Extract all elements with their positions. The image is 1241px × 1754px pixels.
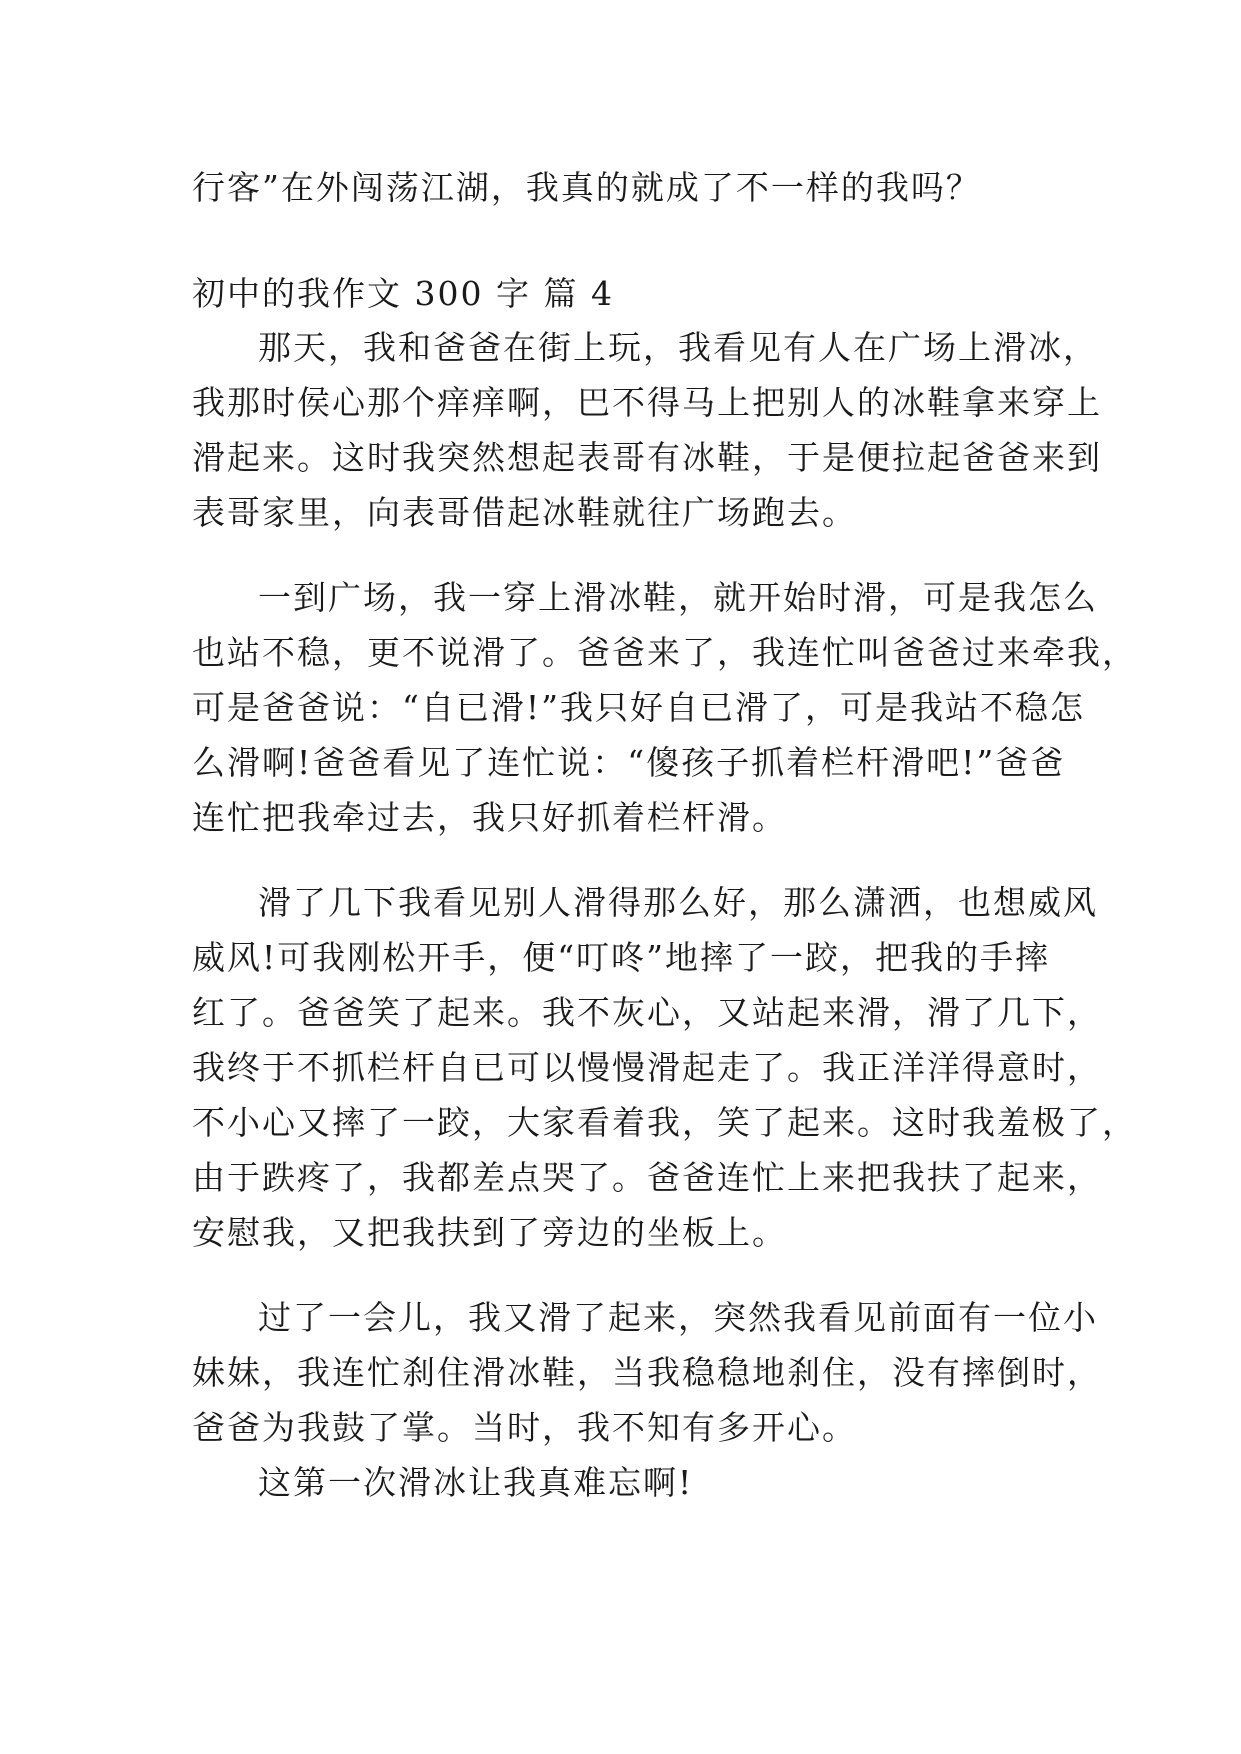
paragraph-line: 我那时侯心那个痒痒啊，巴不得马上把别人的冰鞋拿来穿上 [192,383,1102,422]
paragraph-line: 威风!可我刚松开手，便“叮咚”地摔了一跤，把我的手摔 [192,938,1051,977]
paragraph-line: 表哥家里，向表哥借起冰鞋就往广场跑去。 [192,493,857,532]
paragraph-5 [192,1455,1072,1510]
paragraph-line: 我终于不抓栏杆自已可以慢慢滑起走了。我正洋洋得意时， [192,1048,1102,1087]
paragraph-3 [192,875,1137,1260]
paragraph-line: 过了一会儿，我又滑了起来，突然我看见前面有一位小 [258,1298,1098,1337]
paragraph-line: 可是爸爸说：“自已滑!”我只好自已滑了，可是我站不稳怎 [192,688,1086,727]
paragraph-line: 这第一次滑冰让我真难忘啊! [258,1463,694,1502]
essay-heading [192,266,1072,321]
paragraph-line: 一到广场，我一穿上滑冰鞋，就开始时滑，可是我怎么 [258,578,1098,617]
heading-text: 初中的我作文 300 字 篇 4 [192,274,614,313]
paragraph-line: 爸爸为我鼓了掌。当时，我不知有多开心。 [192,1408,857,1447]
paragraph-line: 也站不稳，更不说滑了。爸爸来了，我连忙叫爸爸过来牵我， [192,633,1137,672]
paragraph-line: 连忙把我牵过去，我只好抓着栏杆滑。 [192,798,787,837]
paragraph-2 [192,570,1137,845]
paragraph-line: 由于跌疼了，我都差点哭了。爸爸连忙上来把我扶了起来， [192,1158,1102,1197]
paragraph-4 [192,1290,1102,1455]
continuation-paragraph [192,160,1072,215]
paragraph-line: 滑了几下我看见别人滑得那么好，那么潇洒，也想威风 [258,883,1098,922]
paragraph-1 [192,320,1102,540]
paragraph-line: 滑起来。这时我突然想起表哥有冰鞋，于是便拉起爸爸来到 [192,438,1102,477]
paragraph-line: 那天，我和爸爸在街上玩，我看见有人在广场上滑冰， [258,328,1098,367]
paragraph-line: 行客”在外闯荡江湖，我真的就成了不一样的我吗？ [192,168,981,207]
paragraph-line: 不小心又摔了一跤，大家看着我，笑了起来。这时我羞极了， [192,1103,1137,1142]
paragraph-line: 红了。爸爸笑了起来。我不灰心，又站起来滑，滑了几下， [192,993,1102,1032]
paragraph-line: 安慰我，又把我扶到了旁边的坐板上。 [192,1213,787,1252]
paragraph-line: 么滑啊!爸爸看见了连忙说：“傻孩子抓着栏杆滑吧!”爸爸 [192,743,1066,782]
paragraph-line: 妹妹，我连忙刹住滑冰鞋，当我稳稳地刹住，没有摔倒时， [192,1353,1102,1392]
